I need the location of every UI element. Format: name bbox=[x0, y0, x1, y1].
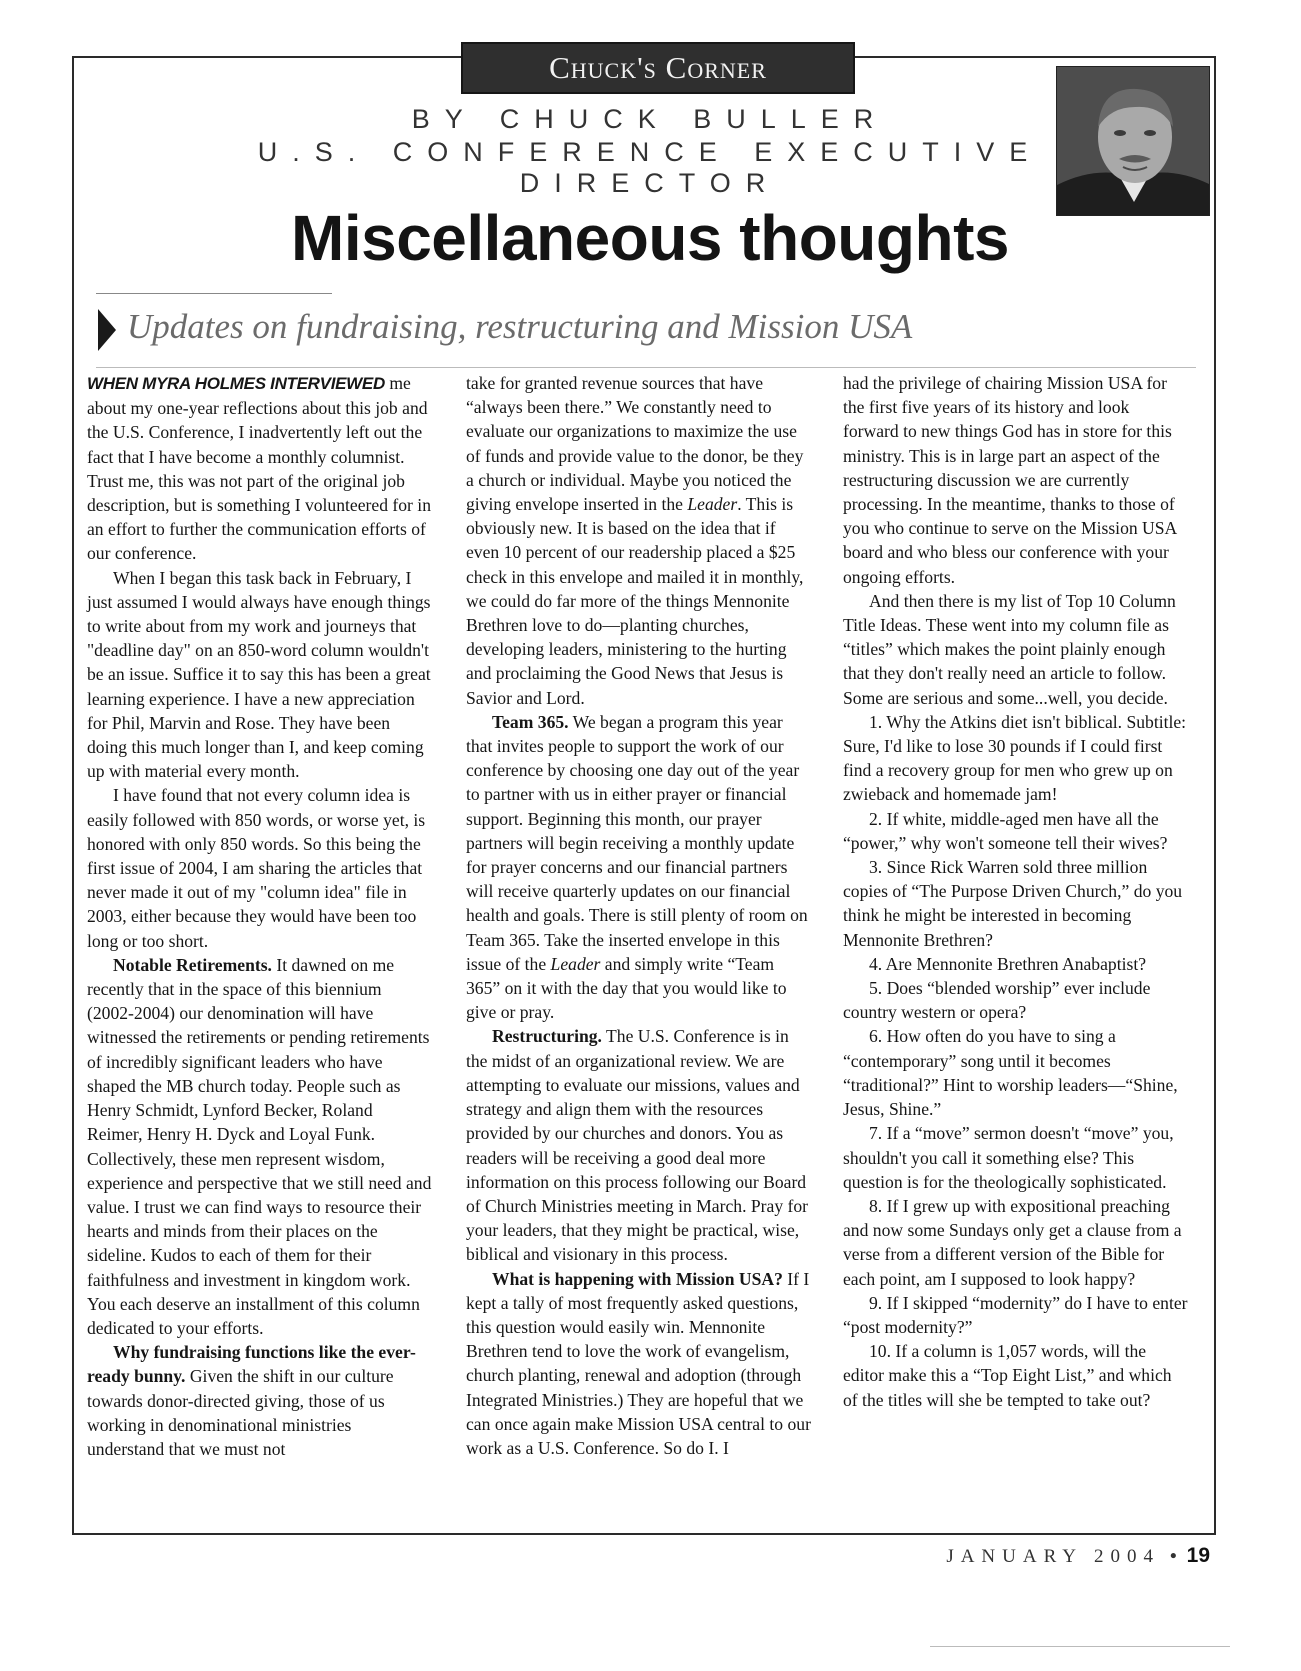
list-item: 3. Since Rick Warren sold three million copies of “The Purpose Driven Church,” do you think he might be interested in becoming Mennonite Brethren? bbox=[843, 857, 1183, 950]
folio-separator: • bbox=[1169, 1546, 1177, 1567]
paragraph: Restructuring. The U.S. Conference is in the midst of an organizational review. We are attempting to evaluate our missions, values and strategy and align them with the resources provided by our churches and donors. You as readers will be receiving a good deal more information on this process following our Board of Church Ministries meeting in March. Pray for your leaders, that they might be practical, wise, biblical and visionary in this process. bbox=[466, 1026, 809, 1265]
list-item: 4. Are Mennonite Brethren Anabaptist? bbox=[869, 953, 1147, 974]
subhead: Why fundraising functions like the ever-ready bunny. bbox=[87, 1342, 416, 1387]
author-portrait-icon bbox=[1056, 66, 1210, 216]
paragraph: I have found that not every column idea is easily followed with 850 words, or worse yet, is honored with only 850 words. So this being the first issue of 2004, I am sharing the articles that never made it out of my "column idea" file in 2003, either because they would have been too long or too short. bbox=[87, 785, 426, 951]
byline-title: U.S. CONFERENCE EXECUTIVE DIRECTOR bbox=[257, 137, 1043, 198]
footer-rule bbox=[930, 1646, 1230, 1647]
paragraph: take for granted revenue sources that have “always been there.” We constantly need to evaluate our organizations to maximize the use of funds and provide value to the donor, be they a church or individual. Maybe you noticed the giving envelope inserted in the Leader. This is obviously new. It is based on the idea that if even 10 percent of our readership placed a $25 check in this envelope and mailed it in monthly, we could do far more of the things Mennonite Brethren love to do—planting churches, developing leaders, ministering to the hurting and proclaiming the Good News that Jesus is Savior and Lord. bbox=[466, 373, 804, 708]
list-item: 10. If a column is 1,057 words, will the editor make this a “Top Eight List,” and which of the titles will she be tempted to take out? bbox=[843, 1341, 1172, 1410]
paragraph: Notable Retirements. It dawned on me recently that in the space of this biennium (2002-2004) our denomination will have witnessed the retirements or pending retirements of incredibly significant leaders who have shaped the MB church today. People such as Henry Schmidt, Lynford Becker, Roland Reimer, Henry H. Dyck and Loyal Funk. Collectively, these men represent wisdom, experience and perspective that we still need and value. I trust we can find ways to resource their hearts and minds from their places on the sideline. Kudos to each of them for their faithfulness and investment in kingdom work. You each deserve an installment of this column dedicated to your efforts. bbox=[87, 954, 432, 1338]
paragraph: When I began this task back in February, I just assumed I would always have enough things to write about from my work and journeys that "deadline day" on an 850-word column wouldn't be an issue. Suffice it to say this has been a great learning experience. I have a new appreciation for Phil, Marvin and Rose. They have been doing this much longer than I, and keep coming up with material every month. bbox=[87, 567, 431, 782]
article-column-1 bbox=[87, 371, 432, 1536]
list-item: 6. How often do you have to sing a “contemporary” song until it becomes “traditional?” Hint to worship leaders—“Shine, Jesus, Shine.” bbox=[843, 1026, 1178, 1120]
article-column-2 bbox=[466, 371, 811, 1536]
paragraph: had the privilege of chairing Mission USA for the first five years of its history and look forward to new things God has in store for this ministry. This is in large part an aspect of the restructuring discussion we are currently processing. In the meantime, thanks to those of you who continue to serve on the Mission USA board and who bless our conference with your ongoing efforts. bbox=[843, 373, 1177, 587]
list-item: 2. If white, middle-aged men have all the “power,” why won't someone tell their wives? bbox=[843, 808, 1168, 853]
subhead: What is happening with Mission USA? bbox=[492, 1268, 783, 1289]
paragraph: Team 365. We began a program this year that invites people to support the work of our conference by choosing one day out of the year to partner with us in either prayer or financial support. Beginning this month, our prayer partners will begin receiving a monthly update for prayer concerns and our financial partners will receive quarterly updates on our financial health and goals. There is still plenty of room on Team 365. Take the inserted envelope in this issue of the Leader and simply write “Team 365” on it with the day that you would like to give or pray. bbox=[466, 711, 808, 1023]
subhead: Team 365. bbox=[492, 711, 569, 732]
list-item: 9. If I skipped “modernity” do I have to enter “post modernity?” bbox=[843, 1292, 1188, 1337]
column-title: Chuck's Corner bbox=[549, 50, 767, 85]
list-item: 1. Why the Atkins diet isn't biblical. Subtitle: Sure, I'd like to lose 30 pounds if I could first find a recovery group for men who grew up on zwieback and homemade jam! bbox=[843, 711, 1187, 805]
byline-name: BY CHUCK BULLER bbox=[411, 104, 889, 134]
article-column-3 bbox=[843, 371, 1188, 1536]
subhead: Restructuring. bbox=[492, 1026, 602, 1047]
paragraph: WHEN MYRA HOLMES INTERVIEWED me about my one-year reflections about this job and the U.S. Conference, I inadvertently left out the fact that I have become a monthly columnist. Trust me, this was not part of the original job description, but is something I volunteered for in an effort to further the communication efforts of our conference. bbox=[87, 373, 431, 564]
paragraph: What is happening with Mission USA? If I kept a tally of most frequently asked questions, this question would easily win. Mennonite Brethren tend to love the work of evangelism, church planting, renewal and adoption (through Integrated Ministries.) They are hopeful that we can once again make Mission USA central to our work as a U.S. Conference. So do I. I bbox=[466, 1268, 811, 1458]
paragraph: And then there is my list of Top 10 Column Title Ideas. These went into my column file as “titles” which makes the point plainly enough that they don't really need an article to follow. Some are serious and some...well, you decide. bbox=[843, 590, 1176, 708]
arrow-icon bbox=[96, 307, 118, 353]
list-item: 8. If I grew up with expositional preaching and now some Sundays only get a clause from a verse from a different version of the Bible for each point, am I supposed to look happy? bbox=[843, 1195, 1182, 1289]
lead-in: WHEN MYRA HOLMES INTERVIEWED bbox=[87, 374, 385, 393]
subhead: Notable Retirements. bbox=[113, 954, 272, 975]
deck-rule-top bbox=[96, 293, 332, 294]
list-item: 5. Does “blended worship” ever include country western or opera? bbox=[843, 978, 1151, 1023]
page-number: 19 bbox=[1186, 1544, 1210, 1567]
headline: Miscellaneous thoughts bbox=[291, 202, 1009, 274]
page-folio bbox=[840, 1544, 1210, 1568]
deck-rule-bottom bbox=[96, 367, 1196, 368]
issue-date: JANUARY 2004 bbox=[946, 1546, 1160, 1567]
paragraph: Why fundraising functions like the ever-ready bunny. Given the shift in our culture towards donor-directed giving, those of us working in denominational ministries understand that we must not bbox=[87, 1342, 416, 1459]
column-title-banner bbox=[461, 42, 855, 94]
deck-subtitle: Updates on fundraising, restructuring and Mission USA bbox=[127, 307, 913, 346]
list-item: 7. If a “move” sermon doesn't “move” you, shouldn't you call it something else? This question is for the theologically sophisticated. bbox=[843, 1123, 1174, 1192]
